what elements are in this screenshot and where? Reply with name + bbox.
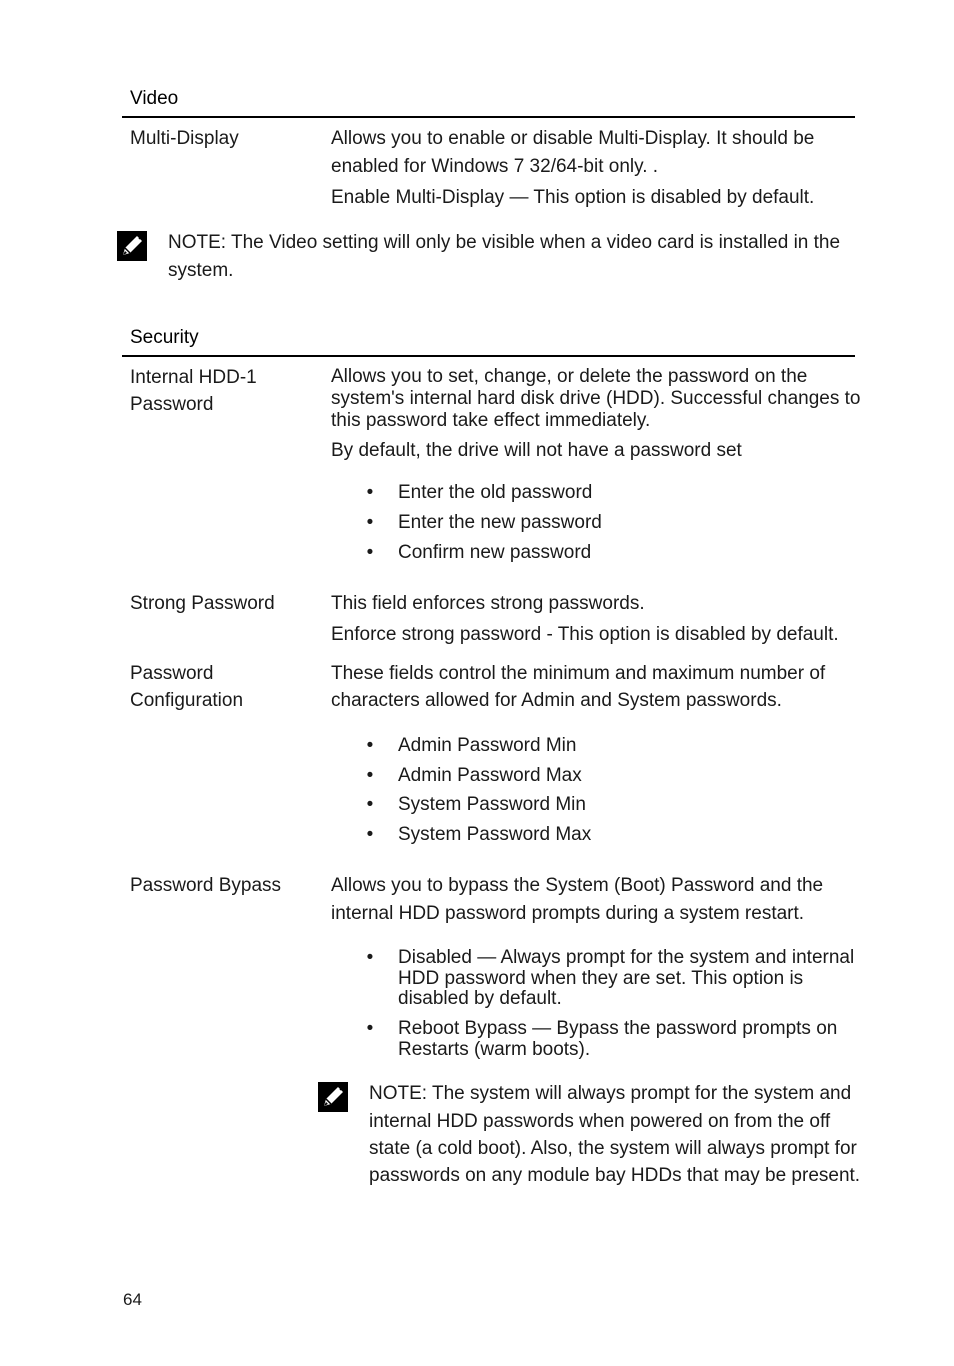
bullet-icon: • [366, 482, 374, 503]
multi-display-default: Enable Multi-Display — This option is disabled by default. [331, 187, 815, 208]
video-heading-rule [122, 116, 855, 118]
video-note-line-1 [168, 232, 840, 254]
password-bypass-desc-line-2: internal HDD password prompts during a system restart. [331, 903, 805, 924]
internal-hdd-label-line-2: Password [130, 394, 214, 415]
internal-hdd-bullet-1: Enter the old password [398, 482, 593, 503]
security-heading-rule [122, 355, 855, 357]
bypass-note-label: NOTE: [369, 1083, 428, 1104]
password-config-desc-line-2: characters allowed for Admin and System passwords. [331, 690, 782, 711]
password-bypass-desc-line-1: Allows you to bypass the System (Boot) Password and the [331, 875, 824, 896]
password-bypass-label: Password Bypass [130, 875, 282, 896]
video-section-heading: Video [130, 88, 179, 109]
password-bypass-disabled-line-2: HDD password when they are set. This option is [398, 968, 804, 989]
bullet-icon: • [366, 512, 374, 533]
pencil-note-icon [117, 231, 147, 261]
bullet-icon: • [366, 947, 374, 968]
multi-display-label: Multi-Display [130, 128, 239, 149]
multi-display-desc-line-1: Allows you to enable or disable Multi-Display. It should be [331, 128, 815, 149]
password-config-label-line-2: Configuration [130, 690, 244, 711]
video-note-label: NOTE: [168, 232, 227, 253]
security-section-heading: Security [130, 327, 199, 348]
bypass-note-line-1 [369, 1083, 851, 1105]
internal-hdd-default: By default, the drive will not have a password set [331, 440, 742, 461]
internal-hdd-desc-line-3: this password take effect immediately. [331, 410, 651, 431]
internal-hdd-desc-line-2: system's internal hard disk drive (HDD). Successful changes to [331, 388, 861, 409]
password-config-label-line-1: Password [130, 663, 214, 684]
password-bypass-reboot-line-1: Reboot Bypass — Bypass the password prompts on [398, 1018, 838, 1039]
internal-hdd-desc-line-1: Allows you to set, change, or delete the password on the [331, 366, 808, 387]
video-note-line-2: system. [168, 260, 234, 281]
strong-password-label: Strong Password [130, 593, 275, 614]
bypass-note-line-4: passwords on any module bay HDDs that may be present. [369, 1165, 861, 1186]
bypass-note-line-2: internal HDD passwords when powered on from the off [369, 1111, 831, 1132]
password-config-bullet-3: System Password Min [398, 794, 586, 815]
strong-password-default: Enforce strong password - This option is disabled by default. [331, 624, 839, 645]
multi-display-desc-line-2: enabled for Windows 7 32/64-bit only. . [331, 156, 659, 177]
bullet-icon: • [366, 542, 374, 563]
bypass-note-text: The system will always prompt for the system and [427, 1083, 852, 1104]
password-config-bullet-2: Admin Password Max [398, 765, 582, 786]
password-config-bullet-1: Admin Password Min [398, 735, 577, 756]
internal-hdd-bullet-2: Enter the new password [398, 512, 602, 533]
internal-hdd-bullet-3: Confirm new password [398, 542, 592, 563]
bullet-icon: • [366, 1018, 374, 1039]
password-config-desc-line-1: These fields control the minimum and maximum number of [331, 663, 826, 684]
bullet-icon: • [366, 765, 374, 786]
password-bypass-reboot-line-2: Restarts (warm boots). [398, 1039, 591, 1060]
bullet-icon: • [366, 794, 374, 815]
password-config-bullet-4: System Password Max [398, 824, 592, 845]
bypass-note-line-3: state (a cold boot). Also, the system will always prompt for [369, 1138, 857, 1159]
internal-hdd-label-line-1: Internal HDD-1 [130, 367, 257, 388]
video-note-text: The Video setting will only be visible when a video card is installed in the [226, 232, 841, 253]
page-number: 64 [123, 1290, 142, 1309]
password-bypass-disabled-line-3: disabled by default. [398, 988, 562, 1009]
password-bypass-disabled-line-1: Disabled — Always prompt for the system and internal [398, 947, 855, 968]
pencil-note-icon [318, 1082, 348, 1112]
bullet-icon: • [366, 824, 374, 845]
bullet-icon: • [366, 735, 374, 756]
strong-password-desc: This field enforces strong passwords. [331, 593, 645, 614]
